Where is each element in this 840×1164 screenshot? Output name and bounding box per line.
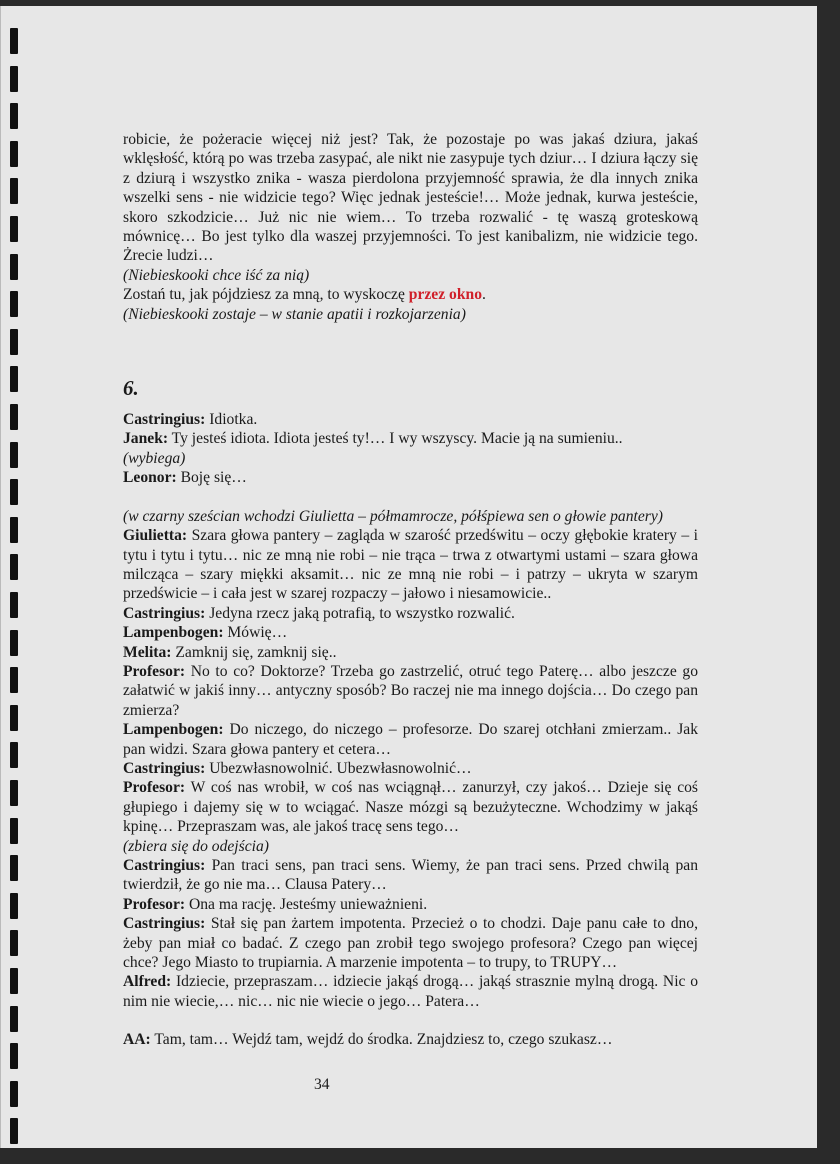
window-line-start: Zostań tu, jak pójdziesz za mną, to wyskoczę: [123, 286, 409, 304]
binding-hole: [10, 103, 18, 129]
page-number: 34: [314, 1076, 330, 1093]
binding-hole: [10, 141, 18, 167]
dialogue-line: [123, 895, 698, 914]
window-line-end: .: [482, 286, 486, 304]
binding-hole: [10, 968, 18, 994]
spoken-text: W coś nas wrobił, w coś nas wciągnął… zanurzył, czy jakoś… Dzieje się coś głupiego i dajemy się w to wciągać. Nasze mózgi są bezużyteczne. Wchodzimy w jakąś kpinę… Przepraszam was, ale jakoś tracę sens tego…: [123, 779, 698, 836]
dialogue-line: [123, 972, 698, 1011]
stage-direction: (Niebieskooki chce iść za nią): [123, 266, 310, 284]
opening-paragraph: robicie, że pożeracie więcej niż jest? Tak, że pozostaje po was jakaś dziura, jakaś wklęsłość, którą po was trzeba zasypać, ale nikt nie zasypuje tych dziur… I dziura łączy się z dziurą i wszystko znika - wasza pierdolona przyjemność sprawia, że dla innych znika wszelki sens - nie widzicie tego? Więc jednak jesteście!… Może jednak, kurwa jesteście, skoro szkodzicie… Już nic nie wiem… To trzeba rozwalić - tę waszą groteskową mównicę… Bo jest tylko dla waszej przyjemności. To jest kanibalizm, nie widzicie tego. Żrecie ludzi…: [123, 131, 698, 265]
dialogue: [123, 410, 698, 1050]
window-line: [123, 285, 698, 304]
binding-hole: [10, 780, 18, 806]
binding-hole: [10, 178, 18, 204]
binding-hole: [10, 404, 18, 430]
highlighted-phrase: przez okno: [408, 286, 482, 304]
binding-hole: [10, 630, 18, 656]
spoken-text: Idziecie, przepraszam… idziecie jakąś drogą… jakąś strasznie mylną drogą. Nic o nim nie wiecie,… nic… nic nie wiecie o jego… Patera…: [123, 973, 698, 1010]
speaker-name: Castringius:: [123, 915, 206, 933]
spoken-text: Jedyna rzecz jaką potrafią, to wszystko rozwalić.: [205, 604, 515, 622]
dialogue-line: [123, 410, 698, 429]
dialogue-line: [123, 914, 698, 972]
binding-hole: [10, 216, 18, 242]
spoken-text: Do niczego, do niczego – profesorze. Do szarej otchłani zmierzam.. Jak pan widzi. Szara głowa pantery et cetera…: [123, 721, 698, 758]
dialogue-line: [123, 468, 698, 487]
dialogue-line: [123, 1030, 698, 1049]
spoken-text: Tam, tam… Wejdź tam, wejdź do środka. Znajdziesz to, czego szukasz…: [150, 1031, 613, 1049]
binding-hole: [10, 554, 18, 580]
binding-hole: [10, 291, 18, 317]
spoken-text: Mówię…: [223, 624, 288, 642]
binding-hole: [10, 254, 18, 280]
spoken-text: Ubezwłasnowolnić. Ubezwłasnowolnić…: [205, 759, 472, 777]
binding-hole: [10, 705, 18, 731]
speaker-name: Giulietta:: [123, 527, 188, 545]
binding-hole: [10, 742, 18, 768]
binding-hole: [10, 818, 18, 844]
stage-direction: (w czarny sześcian wchodzi Giulietta – półmamrocze, półśpiewa sen o głowie pantery): [123, 507, 663, 525]
binding-hole: [10, 329, 18, 355]
speaker-name: Lampenbogen:: [123, 721, 224, 739]
speaker-name: Profesor:: [123, 662, 186, 680]
binding-hole: [10, 1081, 18, 1107]
dialogue-line: [123, 526, 698, 604]
speaker-name: Profesor:: [123, 779, 186, 797]
binding-hole: [10, 28, 18, 54]
binding-hole: [10, 893, 18, 919]
speaker-name: Melita:: [123, 643, 172, 661]
binding-hole: [10, 366, 18, 392]
dialogue-line: [123, 429, 698, 448]
dialogue-line: [123, 643, 698, 662]
binding-hole: [10, 442, 18, 468]
dialogue-line: [123, 759, 698, 778]
binding-hole: [10, 1118, 18, 1144]
speaker-name: Castringius:: [123, 759, 206, 777]
spoken-text: Stał się pan żartem impotenta. Przecież o to chodzi. Daje panu całe to dno, żeby pan miał co badać. Z czego pan zrobił tego swojego profesora? Czego pan więcej chce? Jego Miasto to trupiarnia. A marzenie impotenta – to trupy, to TRUPY…: [123, 915, 698, 972]
speaker-name: Leonor:: [123, 469, 177, 487]
blank-line: [123, 1011, 698, 1030]
dialogue-line: [123, 623, 698, 642]
spoken-text: Ty jesteś idiota. Idiota jesteś ty!… I wy wszyscy. Macie ją na sumieniu..: [168, 430, 623, 448]
dialogue-line: [123, 856, 698, 895]
stage-direction: (wybiega): [123, 449, 186, 467]
speaker-name: Janek:: [123, 430, 169, 448]
stage-direction: (Niebieskooki zostaje – w stanie apatii i rozkojarzenia): [123, 305, 466, 323]
document-page: [0, 6, 817, 1148]
binding-hole: [10, 667, 18, 693]
binding-hole: [10, 1043, 18, 1069]
speaker-name: Alfred:: [123, 973, 172, 991]
spoken-text: Ona ma rację. Jesteśmy unieważnieni.: [185, 895, 428, 913]
speaker-name: Lampenbogen:: [123, 624, 224, 642]
stage-direction: (zbiera się do odejścia): [123, 837, 269, 855]
dialogue-line: [123, 720, 698, 759]
spoken-text: No to co? Doktorze? Trzeba go zastrzelić, otruć tego Paterę… albo jeszcze go załatwić w jakiś inny… antyczny sposób? Bo raczej nie ma innego dojścia… Do czego pan zmierza?: [123, 662, 698, 719]
spoken-text: Boję się…: [176, 469, 247, 487]
binding-hole: [10, 1006, 18, 1032]
scene-number: 6.: [123, 376, 139, 401]
speaker-name: Castringius:: [123, 857, 206, 874]
dialogue-line: [123, 662, 698, 720]
dialogue-line: [123, 778, 698, 836]
speaker-name: AA:: [123, 1031, 151, 1049]
speaker-name: Castringius:: [123, 604, 206, 622]
binding-hole: [10, 930, 18, 956]
speaker-name: Profesor:: [123, 895, 186, 913]
binding-hole: [10, 479, 18, 505]
page-content: [123, 130, 698, 1050]
spoken-text: Pan traci sens, pan traci sens. Wiemy, że pan traci sens. Przed chwilą pan twierdził, że go nie ma… Clausa Patery…: [123, 857, 698, 894]
blank-line: [123, 488, 698, 507]
spoken-text: Idiotka.: [205, 411, 258, 429]
dialogue-line: [123, 604, 698, 623]
speaker-name: Castringius:: [123, 411, 206, 429]
binding-hole: [10, 855, 18, 881]
spoken-text: Zamknij się, zamknij się..: [171, 643, 337, 661]
binding-hole: [10, 517, 18, 543]
binding-holes: [10, 6, 24, 1148]
spoken-text: Szara głowa pantery – zagląda w szarość przedświtu – oczy głębokie kratery – i tytu i tytu i tytu… nic ze mną nie robi – nie trąca – trwa z otwartymi ustami – szara głowa milcząca – szary miękki aksamit… nic ze mną nie robi – i patrzy – ukryta w szarym przedświcie – i cała jest w szarej rozpaczy – jałowo i niesamowicie..: [123, 527, 698, 603]
binding-hole: [10, 66, 18, 92]
binding-hole: [10, 592, 18, 618]
